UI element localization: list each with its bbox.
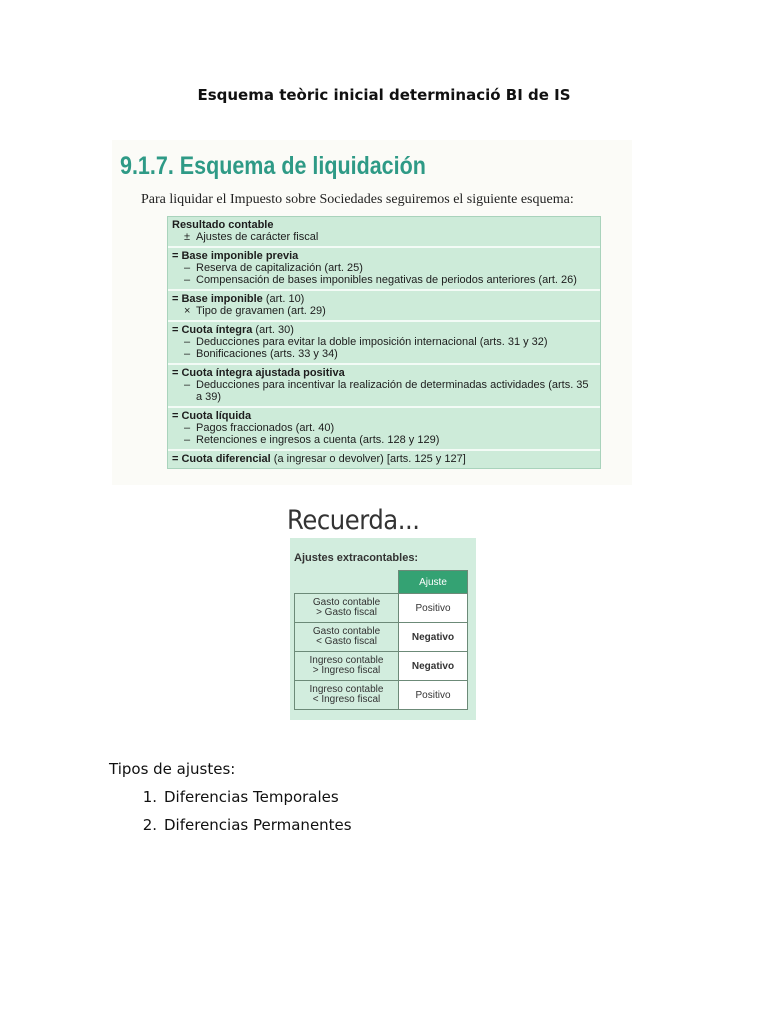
list-item-label: Diferencias Permanentes: [164, 816, 352, 834]
scheme-sub-symbol: –: [184, 262, 191, 274]
result-cell: Positivo: [399, 681, 468, 710]
scheme-sub-item: [172, 348, 596, 360]
scheme-block: [168, 365, 600, 408]
list-item: [109, 816, 352, 844]
scheme-sub-item: [172, 231, 596, 243]
list-item-number: 2.: [142, 816, 157, 834]
scheme-block-head: [172, 293, 596, 305]
scheme-head-label: = Cuota diferencial: [172, 453, 271, 465]
scheme-sub-symbol: –: [184, 274, 191, 286]
list-item-gap: [157, 816, 164, 844]
scheme-head-label: = Cuota líquida: [172, 410, 252, 422]
scheme-sub-text: Pagos fraccionados (art. 40): [196, 422, 335, 434]
scheme-head-label: Resultado contable: [172, 219, 274, 231]
section-heading: 9.1.7. Esquema de liquidación: [120, 152, 426, 180]
blank-header-cell: [295, 571, 399, 594]
scheme-block: [168, 291, 600, 322]
table-row: [295, 623, 468, 652]
scheme-sub-item: [172, 336, 596, 348]
adjustments-table: [294, 570, 468, 710]
table-row: [295, 681, 468, 710]
condition-cell: [295, 594, 399, 623]
scheme-sub-item: [172, 274, 596, 286]
recuerda-panel: [290, 538, 476, 720]
recuerda-title: Recuerda...: [287, 505, 420, 536]
scheme-sub-text: Reserva de capitalización (art. 25): [196, 262, 363, 274]
recuerda-box: [284, 505, 480, 719]
condition-line-1: Ingreso contable: [309, 655, 384, 666]
scheme-sub-symbol: –: [184, 336, 191, 348]
result-cell: Negativo: [399, 623, 468, 652]
scheme-sub-symbol: –: [184, 348, 191, 360]
condition-line-2: > Ingreso fiscal: [312, 665, 381, 676]
condition-line-1: Gasto contable: [312, 626, 381, 637]
scheme-head-note: (a ingresar o devolver) [arts. 125 y 127]: [270, 453, 466, 465]
types-intro: Tipos de ajustes:: [109, 760, 236, 778]
scheme-head-note: (art. 30): [252, 324, 294, 336]
scheme-block: [168, 248, 600, 291]
scheme-sub-symbol: –: [184, 422, 191, 434]
scheme-head-label: = Cuota íntegra: [172, 324, 253, 336]
condition-line-1: Ingreso contable: [309, 684, 384, 695]
scheme-sub-symbol: ×: [184, 305, 191, 317]
table-header-row: [295, 571, 468, 594]
condition-line-2: < Gasto fiscal: [316, 636, 377, 647]
scheme-block-head: [172, 250, 596, 262]
intro-text: Para liquidar el Impuesto sobre Sociedades seguiremos el siguiente esquema:: [141, 192, 574, 207]
scheme-head-label: = Cuota íntegra ajustada positiva: [172, 367, 345, 379]
condition-line-2: < Ingreso fiscal: [312, 694, 381, 705]
scheme-sub-text: Retenciones e ingresos a cuenta (arts. 128 y 129): [196, 434, 440, 446]
scheme-sub-item: [172, 262, 596, 274]
scheme-sub-item: [172, 379, 596, 403]
list-item-number: 1.: [142, 788, 157, 806]
scheme-sub-item: [172, 422, 596, 434]
types-list: [109, 788, 352, 844]
document-title: Esquema teòric inicial determinació BI de IS: [197, 86, 571, 104]
scheme-head-label: = Base imponible: [172, 293, 263, 305]
scheme-sub-text: Compensación de bases imponibles negativas de periodos anteriores (art. 26): [196, 274, 577, 286]
scheme-head-label: = Base imponible previa: [172, 250, 299, 262]
condition-cell: [295, 652, 399, 681]
scheme-block: [168, 322, 600, 365]
list-item: [109, 788, 352, 816]
scheme-block: [168, 408, 600, 451]
condition-line-1: Gasto contable: [312, 597, 381, 608]
scheme-sub-text: Tipo de gravamen (art. 29): [196, 305, 326, 317]
result-cell: Positivo: [399, 594, 468, 623]
scheme-sub-item: [172, 305, 596, 317]
scheme-block: [168, 217, 600, 248]
scheme-block-head: [172, 219, 596, 231]
condition-cell: [295, 681, 399, 710]
scheme-block-head: [172, 410, 596, 422]
scheme-sub-symbol: –: [184, 379, 191, 391]
scheme-block-head: [172, 324, 596, 336]
list-item-label: Diferencias Temporales: [164, 788, 339, 806]
scheme-block-head: [172, 453, 596, 465]
liquidation-scheme: [167, 216, 601, 469]
scheme-sub-text: Deducciones para incentivar la realización de determinadas actividades (arts. 35 a 39): [196, 379, 589, 403]
scheme-sub-text: Deducciones para evitar la doble imposición internacional (arts. 31 y 32): [196, 336, 548, 348]
scheme-block-head: [172, 367, 596, 379]
condition-cell: [295, 623, 399, 652]
scheme-block: [168, 451, 600, 468]
scanned-excerpt: [112, 140, 632, 485]
scheme-sub-symbol: –: [184, 434, 191, 446]
scheme-sub-text: Ajustes de carácter fiscal: [196, 231, 319, 243]
scheme-sub-item: [172, 434, 596, 446]
column-header-ajuste: Ajuste: [399, 571, 468, 594]
condition-line-2: > Gasto fiscal: [316, 607, 377, 618]
result-cell: Negativo: [399, 652, 468, 681]
table-row: [295, 652, 468, 681]
scheme-head-note: (art. 10): [262, 293, 305, 305]
recuerda-subtitle: Ajustes extracontables:: [294, 552, 419, 564]
list-item-gap: [157, 788, 164, 816]
scheme-sub-symbol: ±: [184, 231, 191, 243]
scheme-sub-text: Bonificaciones (arts. 33 y 34): [196, 348, 338, 360]
table-row: [295, 594, 468, 623]
